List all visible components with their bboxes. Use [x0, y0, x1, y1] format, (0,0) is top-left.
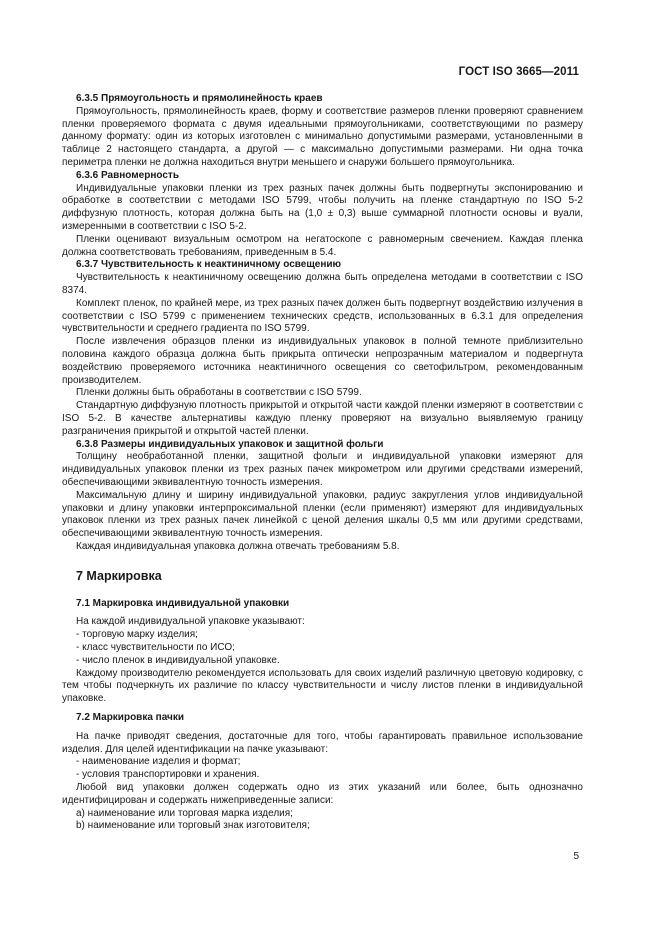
- paragraph: Чувствительность к неактиничному освещению должна быть определена методами в соответствии с ISO 8374.: [62, 272, 583, 296]
- page-body: [62, 93, 583, 833]
- paragraph: На каждой индивидуальной упаковке указывают:: [76, 616, 305, 628]
- paragraph: Стандартную диффузную плотность прикрытой и открытой части каждой пленки измеряют в соответствии с ISO 5-2. В качестве альтернативы каждую пленку проверяют на визуально выявляемую границу разграничения прикрытой и открытой частей пленки.: [62, 400, 583, 437]
- list-item: b) наименование или торговый знак изготовителя;: [76, 820, 310, 832]
- paragraph: На пачке приводят сведения, достаточные для того, чтобы гарантировать правильное использование изделия. Для целей идентификации на пачке указывают:: [62, 730, 583, 755]
- list-item: - число пленок в индивидуальной упаковке.: [76, 654, 280, 666]
- section-heading-6-3-7: 6.3.7 Чувствительность к неактиничному освещению: [76, 259, 342, 271]
- paragraph: Пленки должны быть обработаны в соответствии с ISO 5799.: [76, 387, 362, 399]
- list-item: - наименование изделия и формат;: [76, 756, 241, 768]
- section-heading-7-1: 7.1 Маркировка индивидуальной упаковки: [76, 597, 290, 609]
- paragraph: Прямоугольность, прямолинейность краев, форму и соответствие размеров пленки проверяют сравнением пленки проверяемого формата с двумя идеальными прямоугольниками, соответствующими по размеру данному формату: один из которых изготовлен с минимально допустимыми размерами, установленными в таблице 2 настоящего стандарта, а другой — с максимально допустимыми размерами. Ни одна точка периметра пленки не должна находиться внутри меньшего и снаружи большего прямоугольника.: [62, 105, 583, 168]
- paragraph: После извлечения образцов пленки из индивидуальных упаковок в полной темноте приблизительно половина каждого образца должна быть прикрыта оптически непрозрачным материалом и подвергнута воздействию проверяемого источника неактиничного освещения со светофильтром, рекомендованным производителем.: [62, 336, 583, 386]
- list-item: a) наименование или торговая марка изделия;: [76, 807, 293, 819]
- paragraph: Комплект пленок, по крайней мере, из трех разных пачек должен быть подвергнут воздействию излучения в соответствии с ISO 5799 с применением технических средств, использованных в 6.3.1 для определения чувствительности и среднего градиента по ISO 5799.: [62, 297, 583, 335]
- list-item: - условия транспортировки и хранения.: [76, 769, 260, 781]
- paragraph: Любой вид упаковки должен содержать одно из этих указаний или более, быть однозначно идентифицирован и содержать нижеприведенные записи:: [62, 782, 583, 806]
- paragraph: Каждому производителю рекомендуется использовать для своих изделий различную цветовую кодировку, с тем чтобы подчеркнуть их различие по классу чувствительности и числу листов пленки в индивидуальной упаковке.: [62, 667, 583, 705]
- section-heading-6-3-5: 6.3.5 Прямоугольность и прямолинейность краев: [76, 93, 323, 104]
- page-number: 5: [573, 851, 579, 862]
- section-heading-6-3-8: 6.3.8 Размеры индивидуальных упаковок и защитной фольги: [76, 438, 384, 450]
- paragraph: Пленки оценивают визуальным осмотром на негатоскопе с равномерным свечением. Каждая пленка должна соответствовать требованиям, приведенным в 5.4.: [62, 233, 583, 258]
- section-heading-6-3-6: 6.3.6 Равномерность: [76, 169, 179, 181]
- paragraph: Каждая индивидуальная упаковка должна отвечать требованиям 5.8.: [76, 540, 400, 552]
- list-item: - класс чувствительности по ИСО;: [76, 642, 235, 654]
- section-heading-7: 7 Маркировка: [76, 568, 162, 583]
- paragraph: Толщину необработанной пленки, защитной фольги и индивидуальной упаковки измеряют для индивидуальных упаковок пленки из трех разных пачек микрометром или другими средствами измерений, обеспечивающими эквивалентную точность измерения.: [62, 451, 583, 488]
- section-heading-7-2: 7.2 Маркировка пачки: [76, 712, 184, 724]
- document-id: ГОСТ ISO 3665—2011: [458, 66, 579, 78]
- list-item: - торговую марку изделия;: [76, 629, 198, 641]
- paragraph: Индивидуальные упаковки пленки из трех разных пачек должны быть подвергнуты экспонированию и обработке в соответствии с методами ISO 5799, чтобы получить на пленке стандартную по ISO 5-2 диффузную плотность, которая должна быть на (1,0 ± 0,3) выше суммарной плотности основы и вуали, измеренными в соответствии с ISO 5-2.: [62, 182, 583, 232]
- paragraph: Максимальную длину и ширину индивидуальной упаковки, радиус закругления углов индивидуальной упаковки и длину упаковки интерпроксимальной пленки (если применяют) измеряют для индивидуальных упаковок пленки из трех разных пачек линейкой с ценой деления шкалы 0,5 мм или другими средствами, обеспечивающими эквивалентную точность измерения.: [62, 489, 583, 540]
